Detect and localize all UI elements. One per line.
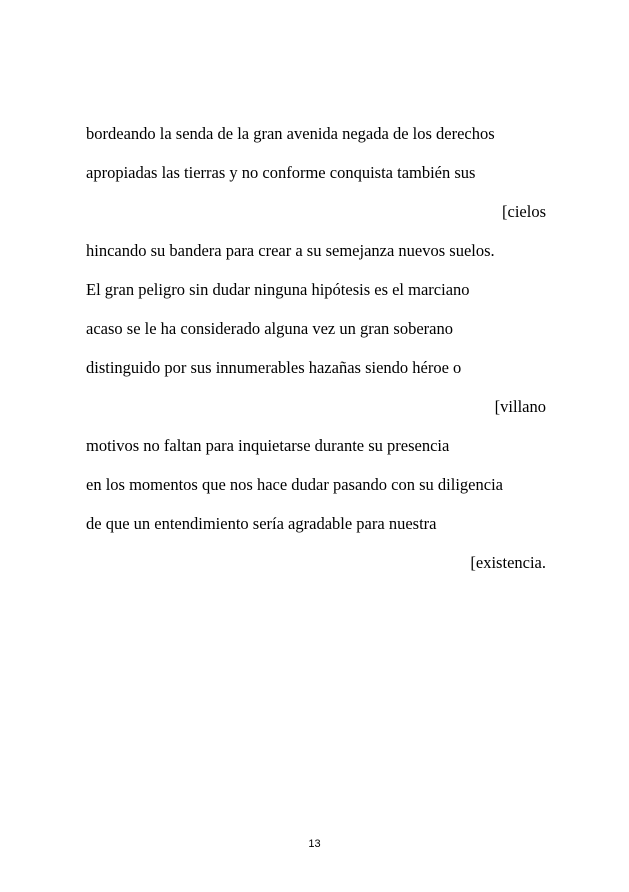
poem-line: distinguido por sus innumerables hazañas siendo héroe o — [86, 358, 462, 377]
page-number: 13 — [308, 838, 321, 850]
poem-line: acaso se le ha considerado alguna vez un gran soberano — [86, 319, 453, 338]
poem-line: de que un entendimiento sería agradable para nuestra — [86, 514, 437, 533]
poem-line: bordeando la senda de la gran avenida negada de los derechos — [86, 124, 495, 143]
poem-line: motivos no faltan para inquietarse durante su presencia — [86, 436, 450, 455]
poem-line: hincando su bandera para crear a su semejanza nuevos suelos. — [86, 241, 495, 260]
poem-line-continuation: [villano — [494, 397, 546, 416]
poem-line-continuation: [existencia. — [470, 553, 546, 572]
poem-line: apropiadas las tierras y no conforme conquista también sus — [86, 163, 476, 182]
poem-body — [86, 124, 546, 592]
poem-line-continuation: [cielos — [502, 202, 546, 221]
poem-line: en los momentos que nos hace dudar pasando con su diligencia — [86, 475, 503, 494]
poem-line: El gran peligro sin dudar ninguna hipótesis es el marciano — [86, 280, 470, 299]
